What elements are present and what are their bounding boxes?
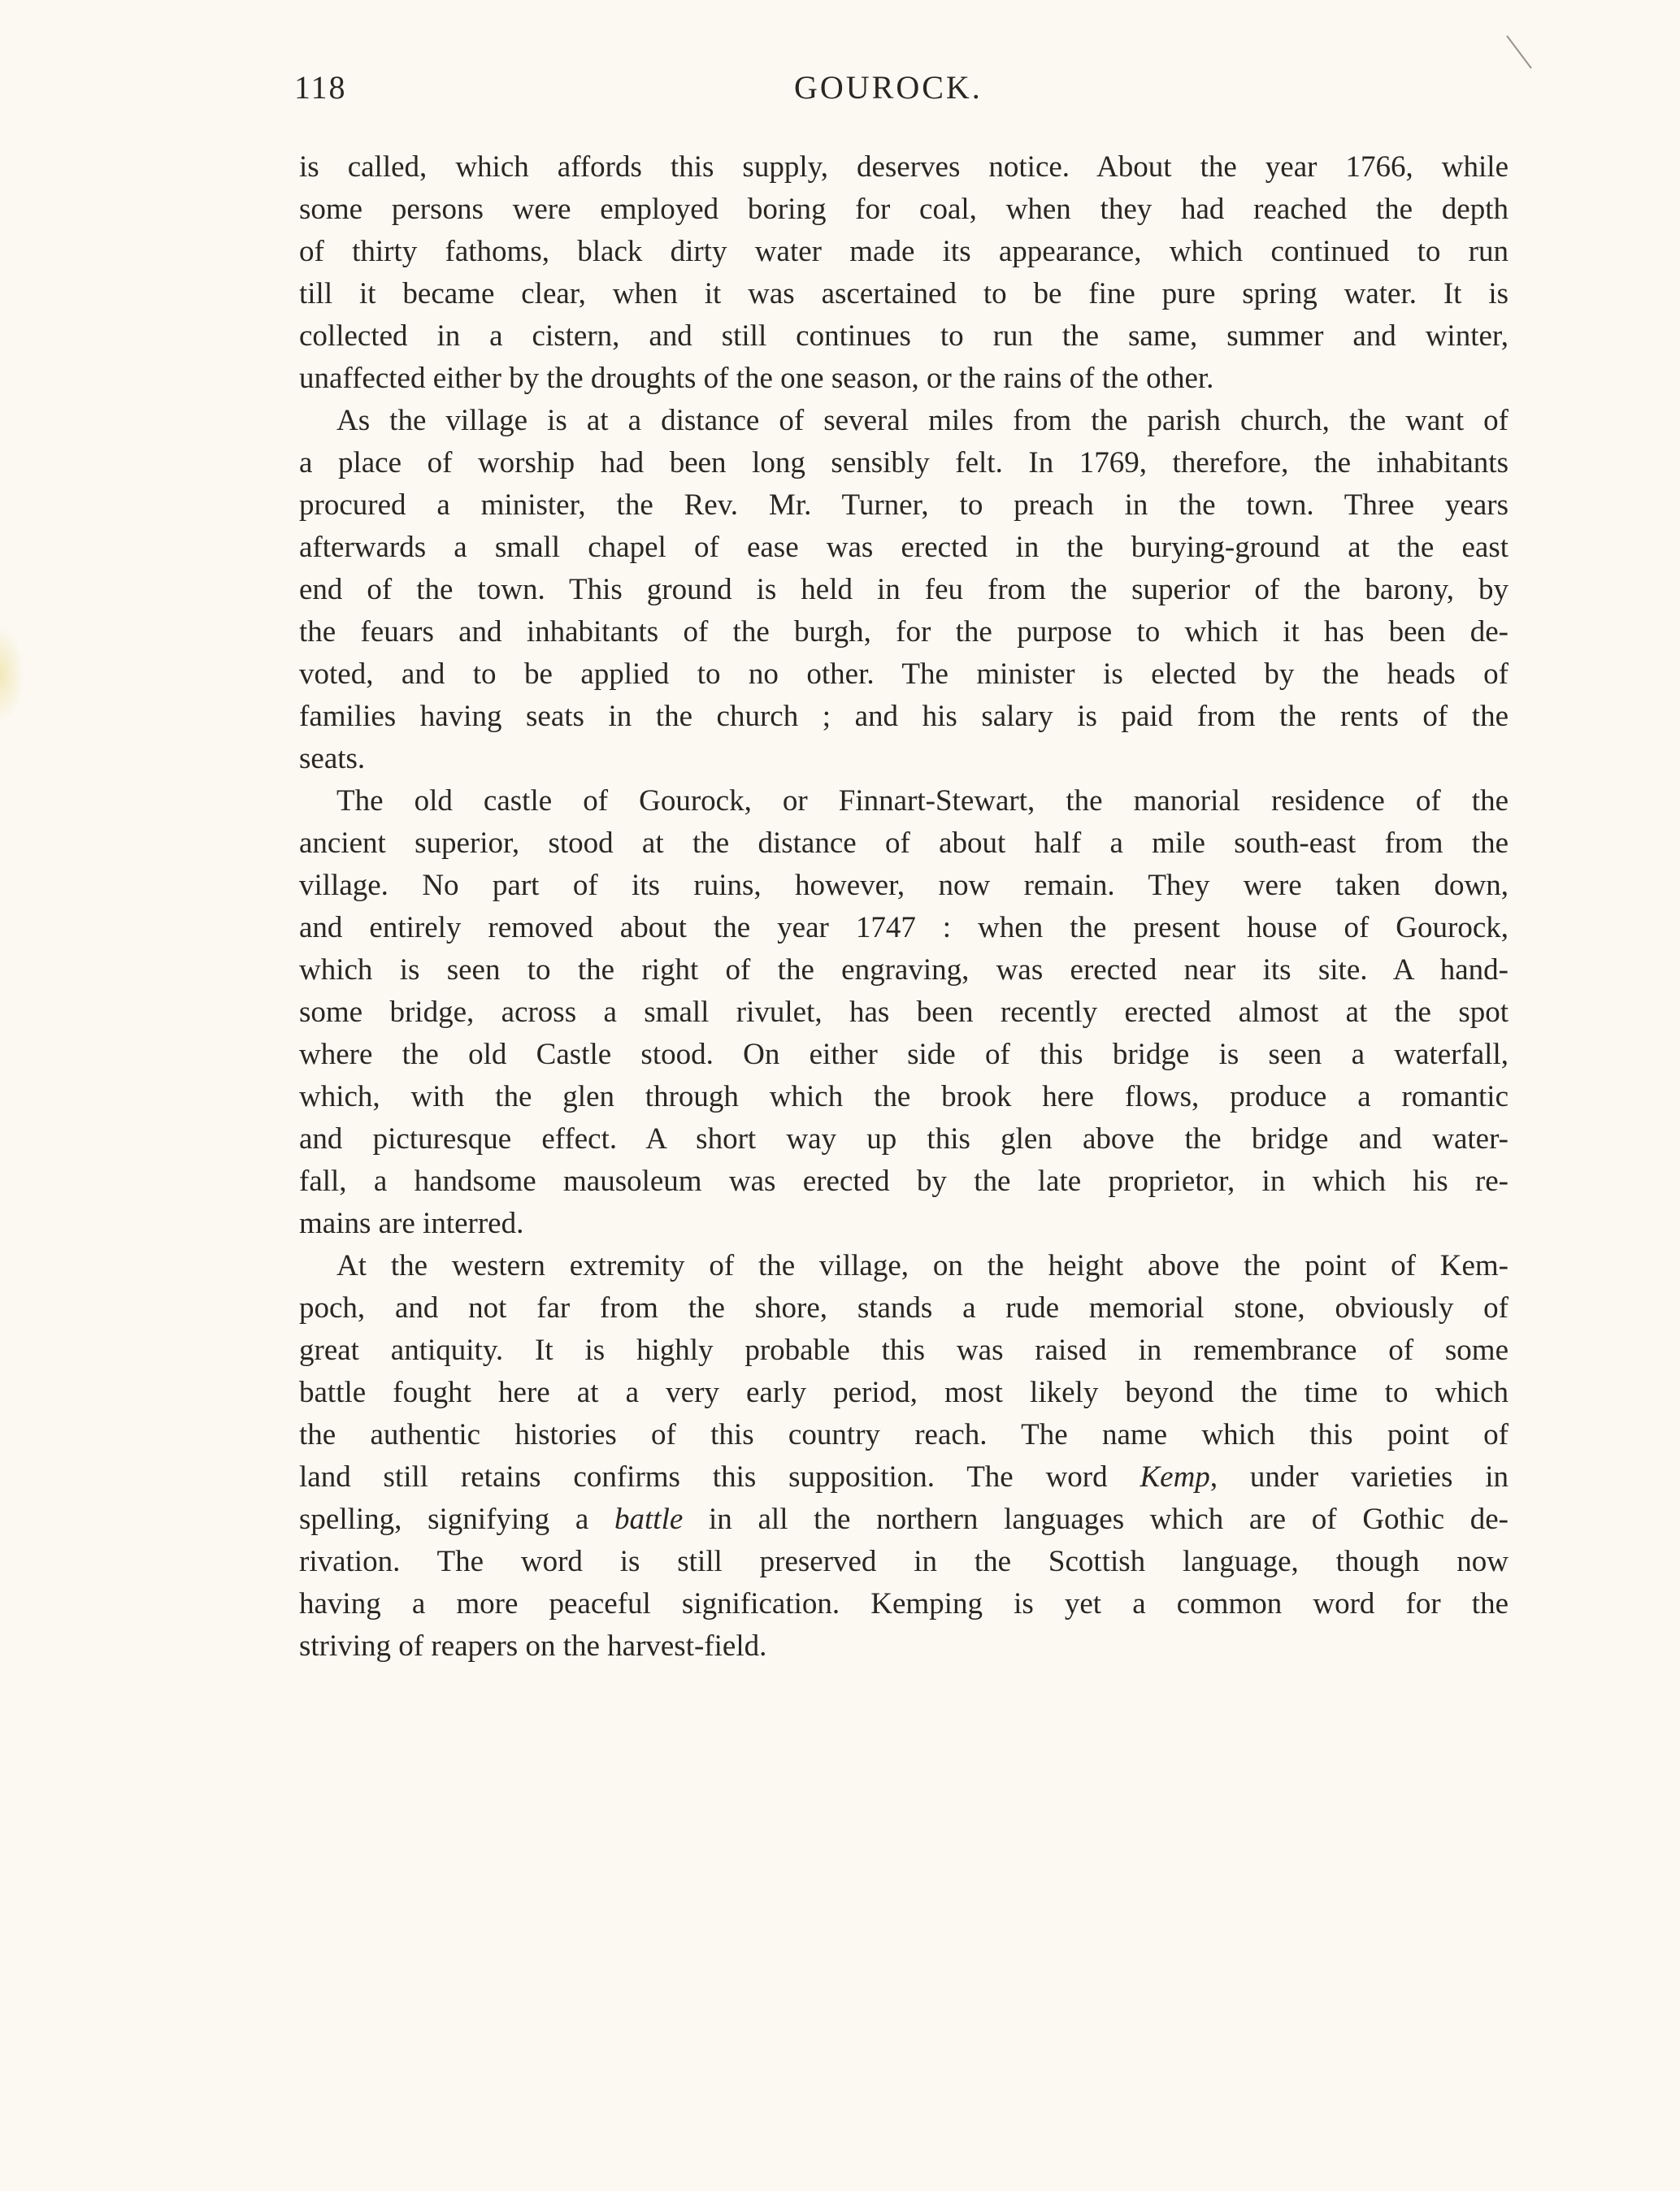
italic-word-battle: battle <box>614 1503 684 1536</box>
body-text <box>299 146 1509 1668</box>
text-fragment: , under varieties in <box>1209 1460 1509 1494</box>
text-fragment: spelling, signifying a <box>299 1503 615 1536</box>
text-line: having a more peaceful signification. Kemping is yet a common word for the <box>299 1587 1509 1620</box>
text-line: which is seen to the right of the engraving, was erected near its site. A hand- <box>299 953 1509 987</box>
text-line <box>299 1456 1509 1499</box>
text-fragment: land still retains confirms this supposition. The word <box>299 1460 1140 1494</box>
text-line: village. No part of its ruins, however, now remain. They were taken down, <box>299 869 1509 902</box>
text-line: end of the town. This ground is held in feu from the superior of the barony, by <box>299 573 1509 606</box>
text-line: is called, which affords this supply, deserves notice. About the year 1766, while <box>299 150 1509 184</box>
text-line: voted, and to be applied to no other. The minister is elected by the heads of <box>299 657 1509 691</box>
text-line: some bridge, across a small rivulet, has been recently erected almost at the spot <box>299 996 1509 1029</box>
paragraph-place-of-worship <box>299 400 1509 780</box>
text-line: mains are interred. <box>299 1207 524 1240</box>
text-line: some persons were employed boring for coal, when they had reached the depth <box>299 193 1509 226</box>
text-line: afterwards a small chapel of ease was erected in the burying-ground at the east <box>299 531 1509 564</box>
text-line: unaffected either by the droughts of the one season, or the rains of the other. <box>299 362 1214 395</box>
page-number: 118 <box>294 69 347 106</box>
italic-word-kemp: Kemp <box>1140 1460 1210 1494</box>
text-line <box>299 1499 1509 1541</box>
paragraph-old-castle <box>299 780 1509 1245</box>
text-line: and picturesque effect. A short way up this glen above the bridge and water- <box>299 1122 1509 1156</box>
text-line: poch, and not far from the shore, stands a rude memorial stone, obviously of <box>299 1291 1509 1325</box>
paragraph-water-supply <box>299 146 1509 400</box>
text-line: As the village is at a distance of several miles from the parish church, the want of <box>336 404 1509 437</box>
text-line: rivation. The word is still preserved in the Scottish language, though now <box>299 1545 1509 1578</box>
text-line: procured a minister, the Rev. Mr. Turner, to preach in the town. Three years <box>299 488 1509 522</box>
text-line: the authentic histories of this country reach. The name which this point of <box>299 1418 1509 1451</box>
text-line: battle fought here at a very early period, most likely beyond the time to which <box>299 1376 1509 1409</box>
text-line: the feuars and inhabitants of the burgh, for the purpose to which it has been de- <box>299 615 1509 649</box>
text-line: of thirty fathoms, black dirty water made its appearance, which continued to run <box>299 235 1509 268</box>
text-line: ancient superior, stood at the distance of about half a mile south-east from the <box>299 827 1509 860</box>
text-line: where the old Castle stood. On either side of this bridge is seen a waterfall, <box>299 1038 1509 1071</box>
text-line: collected in a cistern, and still continues to run the same, summer and winter, <box>299 319 1509 353</box>
running-head: GOUROCK. <box>794 69 983 106</box>
text-line: till it became clear, when it was ascertained to be fine pure spring water. It is <box>299 277 1509 310</box>
text-line: striving of reapers on the harvest-field. <box>299 1629 767 1663</box>
text-line: The old castle of Gourock, or Finnart-Stewart, the manorial residence of the <box>336 784 1509 818</box>
text-line: fall, a handsome mausoleum was erected by the late proprietor, in which his re- <box>299 1165 1509 1198</box>
text-line: a place of worship had been long sensibly felt. In 1769, therefore, the inhabitants <box>299 446 1509 479</box>
text-line: seats. <box>299 742 366 775</box>
text-line: which, with the glen through which the brook here flows, produce a romantic <box>299 1080 1509 1113</box>
text-fragment: in all the northern languages which are of Gothic de- <box>683 1503 1509 1536</box>
page-header <box>294 68 1513 117</box>
paper-stain <box>0 626 24 723</box>
text-line: and entirely removed about the year 1747 : when the present house of Gourock, <box>299 911 1509 944</box>
pencil-mark <box>1504 33 1536 73</box>
text-line: great antiquity. It is highly probable this was raised in remembrance of some <box>299 1334 1509 1367</box>
text-line: families having seats in the church ; and his salary is paid from the rents of the <box>299 700 1509 733</box>
text-line: At the western extremity of the village, on the height above the point of Kem- <box>336 1249 1509 1282</box>
paragraph-memorial-stone <box>299 1245 1509 1668</box>
